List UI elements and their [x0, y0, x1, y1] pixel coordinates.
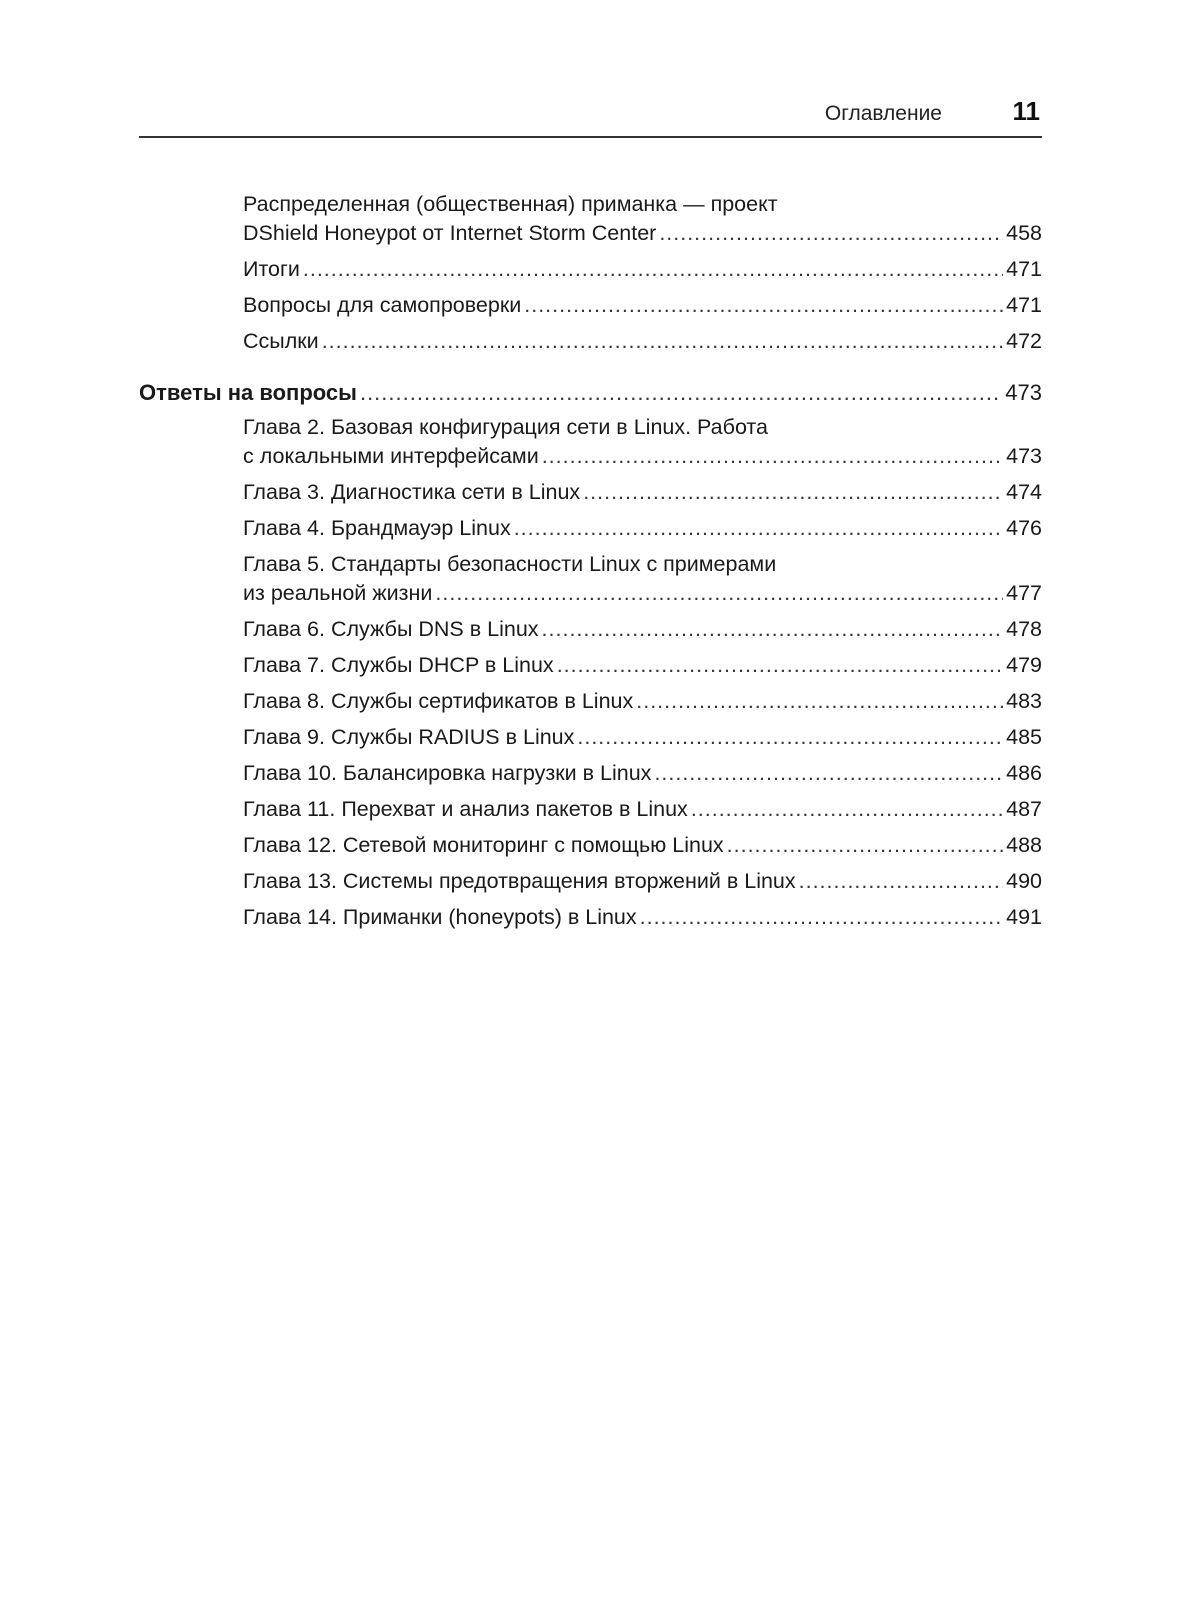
dot-leader: [435, 579, 1003, 608]
toc-entry-title-line1: Глава 5. Стандарты безопасности Linux с примерами: [243, 552, 777, 576]
dot-leader: [322, 327, 1003, 356]
toc-entry-page: 473: [1005, 380, 1042, 405]
toc-entry-title: с локальными интерфейсами: [243, 444, 539, 468]
toc-entry-page: 479: [1006, 653, 1042, 677]
toc-entry-chapter-8: [139, 687, 1042, 716]
toc-entry-chapter-4: [139, 514, 1042, 543]
toc-entry-chapter-2: [139, 413, 1042, 471]
toc-section-title: Ответы на вопросы: [139, 380, 357, 405]
toc-entry-title: Глава 7. Службы DHCP в Linux: [243, 653, 554, 677]
dot-leader: [542, 615, 1004, 644]
toc-entry-page: 491: [1006, 905, 1042, 929]
toc-entry-chapter-3: [139, 478, 1042, 507]
dot-leader: [303, 255, 1003, 284]
toc-entry-title: DShield Honeypot от Internet Storm Center: [243, 221, 657, 245]
toc-entry-page: 488: [1006, 833, 1042, 857]
toc-entry-page: 472: [1006, 329, 1042, 353]
dot-leader: [640, 903, 1003, 932]
toc-entry-title: Глава 8. Службы сертификатов в Linux: [243, 689, 634, 713]
toc-entry-review-questions: [139, 291, 1042, 320]
toc-entry-title: Глава 11. Перехват и анализ пакетов в Linux: [243, 797, 688, 821]
dot-leader: [557, 651, 1003, 680]
toc-entry-title: Ссылки: [243, 329, 319, 353]
toc-entry-references: [139, 327, 1042, 356]
dot-leader: [691, 795, 1003, 824]
toc-entry-title: Глава 6. Службы DNS в Linux: [243, 617, 539, 641]
toc-entry-title: Глава 14. Приманки (honeypots) в Linux: [243, 905, 637, 929]
table-of-contents: [139, 190, 1042, 939]
toc-entry-chapter-6: [139, 615, 1042, 644]
running-title: Оглавление: [824, 102, 942, 125]
toc-entry-chapter-5: [139, 550, 1042, 608]
page-header: [139, 96, 1042, 138]
dot-leader: [524, 291, 1003, 320]
toc-entry-chapter-10: [139, 759, 1042, 788]
toc-entry-summary: [139, 255, 1042, 284]
toc-entry-page: 476: [1006, 516, 1042, 540]
page-number: 11: [1012, 96, 1040, 126]
toc-entry-chapter-9: [139, 723, 1042, 752]
dot-leader: [727, 831, 1003, 860]
toc-entry-page: 486: [1006, 761, 1042, 785]
toc-entry-page: 490: [1006, 869, 1042, 893]
toc-entry-page: 483: [1006, 689, 1042, 713]
toc-entry-title-line1: Распределенная (общественная) приманка — проект: [243, 192, 778, 216]
dot-leader: [659, 219, 1003, 248]
toc-entry-page: 487: [1006, 797, 1042, 821]
toc-entry-page: 471: [1006, 257, 1042, 281]
dot-leader: [542, 442, 1003, 471]
dot-leader: [577, 723, 1003, 752]
toc-entry-page: 478: [1006, 617, 1042, 641]
toc-entry-title: Глава 12. Сетевой мониторинг с помощью Linux: [243, 833, 724, 857]
toc-entry-title-line1: Глава 2. Базовая конфигурация сети в Linux. Работа: [243, 415, 768, 439]
dot-leader: [636, 687, 1003, 716]
toc-entry-chapter-11: [139, 795, 1042, 824]
toc-entry-page: 458: [1006, 221, 1042, 245]
toc-entry-page: 485: [1006, 725, 1042, 749]
toc-entry-title: Глава 3. Диагностика сети в Linux: [243, 480, 581, 504]
toc-entry-title: Вопросы для самопроверки: [243, 293, 522, 317]
toc-entry-title: Глава 9. Службы RADIUS в Linux: [243, 725, 575, 749]
toc-entry-title: Глава 4. Брандмауэр Linux: [243, 516, 511, 540]
toc-entry-chapter-14: [139, 903, 1042, 932]
toc-entry-title: Итоги: [243, 257, 300, 281]
dot-leader: [799, 867, 1003, 896]
toc-entry-chapter-7: [139, 651, 1042, 680]
toc-entry-page: 471: [1006, 293, 1042, 317]
toc-entry-title: Глава 10. Балансировка нагрузки в Linux: [243, 761, 652, 785]
toc-entry-page: 473: [1006, 444, 1042, 468]
toc-entry-title: Глава 13. Системы предотвращения вторжений в Linux: [243, 869, 796, 893]
toc-entry-title: из реальной жизни: [243, 581, 433, 605]
dot-leader: [514, 514, 1003, 543]
toc-entry-page: 477: [1006, 581, 1042, 605]
toc-section-answers: [139, 378, 1042, 407]
toc-entry-dshield-honeypot: [139, 190, 1042, 248]
dot-leader: [360, 378, 1002, 407]
toc-entry-chapter-13: [139, 867, 1042, 896]
toc-entry-chapter-12: [139, 831, 1042, 860]
toc-entry-page: 474: [1006, 480, 1042, 504]
dot-leader: [583, 478, 1003, 507]
dot-leader: [654, 759, 1003, 788]
